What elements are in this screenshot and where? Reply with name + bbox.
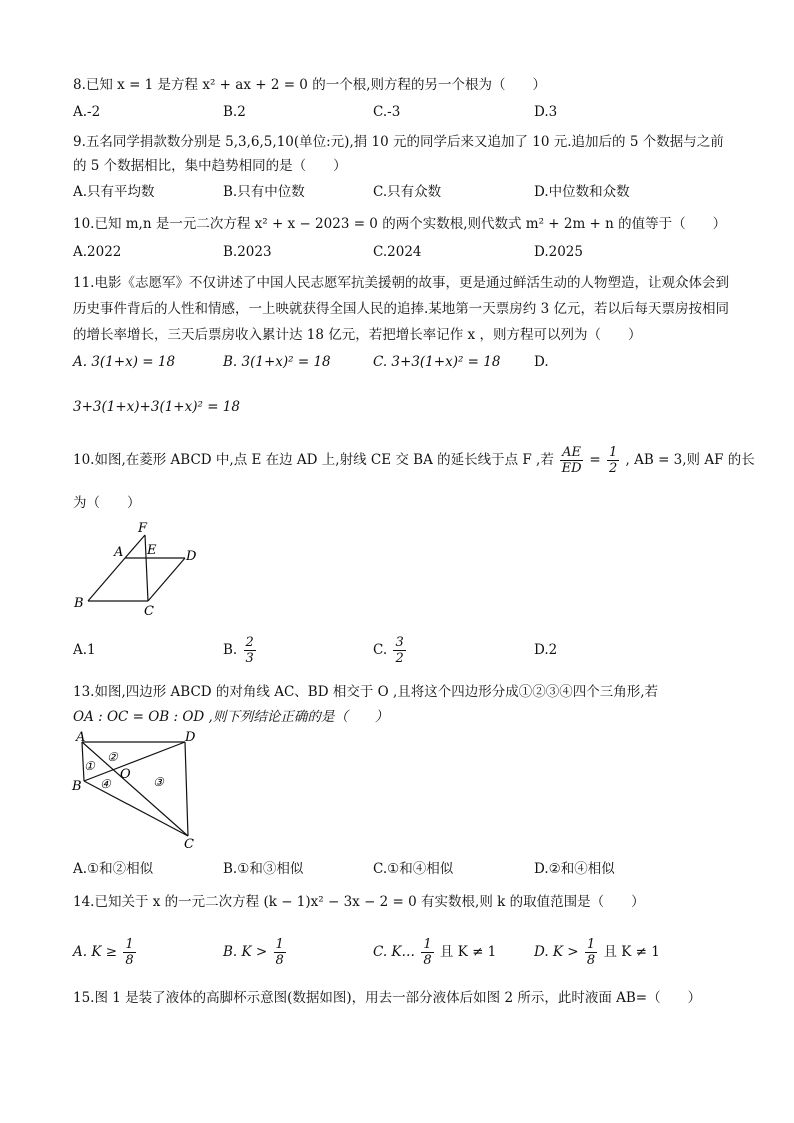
equals: =: [589, 452, 601, 468]
question-9-stem-line1: 9.五名同学捐款数分别是 5,3,6,5,10(单位:元),捐 10 元的同学后来又追加了 10 元.追加后的 5 个数据与之前: [73, 134, 724, 150]
option-c[interactable]: [373, 632, 408, 668]
frac-den: 8: [275, 953, 284, 968]
frac-den: 8: [125, 953, 134, 968]
question-11-option-d-text: 3+3(1+x)+3(1+x)² = 18: [73, 399, 240, 415]
option-b[interactable]: B.2: [223, 104, 246, 120]
question-9-stem-line2: 的 5 个数据相比，集中趋势相同的是（ ）: [73, 158, 347, 174]
label-o: O: [120, 767, 131, 782]
label-b: B: [74, 596, 84, 611]
diagonal-bd: [84, 742, 185, 781]
frac-num: 2: [245, 635, 254, 650]
frac-den: 8: [423, 953, 432, 968]
option-b-fraction: [274, 937, 286, 968]
option-d-suffix: 且 K ≠ 1: [603, 944, 660, 960]
ratio-ae-ed: [560, 445, 583, 476]
question-10-stem: 10.已知 m,n 是一元二次方程 x² + x − 2023 = 0 的两个实数根,则代数式 m² + 2m + n 的值等于（ ）: [73, 216, 727, 232]
option-c-fraction: [421, 937, 433, 968]
frac-den: 8: [586, 953, 596, 968]
label-a: A: [114, 545, 124, 560]
frac-num: 1: [586, 937, 596, 952]
option-c[interactable]: C.只有众数: [373, 184, 442, 200]
option-b[interactable]: [223, 934, 288, 970]
option-b[interactable]: B.①和③相似: [223, 861, 304, 877]
stem-part1: 10.如图,在菱形 ABCD 中,点 E 在边 AD 上,射线 CE 交 BA 的延长线于点 F ,若: [73, 452, 554, 468]
label-a: A: [76, 730, 86, 745]
question-13-options: [73, 857, 733, 879]
option-a[interactable]: [73, 934, 138, 970]
edge-ba: [88, 558, 125, 601]
extension-af: [125, 535, 145, 558]
question-10-options: [73, 244, 733, 266]
region-3-label: ③: [153, 775, 164, 789]
option-a-fraction: [123, 937, 135, 968]
region-1-label: ①: [84, 759, 95, 773]
option-c-fraction: [393, 635, 405, 666]
quadrilateral-figure: [70, 730, 210, 850]
question-13-stem-line2: OA : OC = OB : OD ,则下列结论正确的是（ ）: [73, 709, 389, 725]
label-b: B: [72, 779, 82, 794]
frac-den: 2: [608, 461, 618, 476]
option-a-prefix: A. K ≥: [73, 944, 118, 960]
option-d[interactable]: D.中位数和众数: [534, 184, 630, 200]
question-15-stem: 15.图 1 是装了液体的高脚杯示意图(数据如图)，用去一部分液体后如图 2 所示，此时液面 AB=（ ）: [73, 990, 702, 1006]
option-c[interactable]: [373, 934, 496, 970]
option-b-fraction: [244, 635, 256, 666]
region-4-label: ④: [100, 777, 111, 791]
label-c: C: [144, 604, 154, 618]
option-a[interactable]: A.1: [73, 642, 96, 658]
option-d[interactable]: D.2025: [534, 244, 583, 260]
frac-num: 1: [423, 937, 432, 952]
option-b[interactable]: B.2023: [223, 244, 272, 260]
frac-num: 3: [395, 635, 404, 650]
option-a[interactable]: A.①和②相似: [73, 861, 154, 877]
frac-num: 1: [608, 445, 618, 460]
question-12-stem-line2: 为（ ）: [73, 495, 141, 511]
option-c-prefix: C.: [373, 642, 388, 658]
question-13-stem-line1: 13.如图,四边形 ABCD 的对角线 AC、BD 相交于 O ,且将这个四边形分成①②③④四个三角形,若: [73, 684, 659, 700]
option-a[interactable]: A.2022: [73, 244, 122, 260]
option-c-suffix: 且 K ≠ 1: [439, 944, 497, 960]
option-b[interactable]: B. 3(1+x)² = 18: [223, 354, 331, 370]
frac-num: 1: [125, 937, 134, 952]
frac-den: 3: [245, 651, 254, 666]
option-c-prefix: C. K…: [373, 944, 416, 960]
question-8-stem: 8.已知 x = 1 是方程 x² + ax + 2 = 0 的一个根,则方程的另一个根为（ ）: [73, 77, 546, 93]
stem-part3: , AB = 3,则 AF 的长: [625, 452, 755, 468]
rhombus-figure: [70, 518, 200, 618]
option-d[interactable]: D.: [534, 354, 549, 370]
option-b-prefix: B. K >: [223, 944, 268, 960]
option-d[interactable]: D.2: [534, 642, 558, 658]
question-14-options: [73, 934, 733, 970]
label-d: D: [185, 730, 196, 745]
question-11-options: [73, 354, 733, 376]
edge-dc: [185, 742, 188, 836]
region-2-label: ②: [107, 750, 118, 764]
frac-den: 2: [395, 651, 404, 666]
option-c[interactable]: C.-3: [373, 104, 401, 120]
question-9-options: [73, 180, 733, 202]
frac-den: ED: [561, 461, 582, 476]
edge-dc: [148, 558, 185, 601]
option-d[interactable]: D.3: [534, 104, 558, 120]
option-a[interactable]: A.只有平均数: [73, 184, 155, 200]
option-d-fraction: [585, 937, 597, 968]
option-d[interactable]: [534, 934, 660, 970]
option-b[interactable]: B.只有中位数: [223, 184, 305, 200]
option-a[interactable]: A. 3(1+x) = 18: [73, 354, 176, 370]
label-c: C: [184, 837, 194, 850]
label-d: D: [186, 549, 197, 564]
label-e: E: [147, 543, 157, 558]
frac-num: AE: [562, 445, 582, 460]
option-d-prefix: D. K >: [534, 944, 579, 960]
question-12-stem-line1: [73, 444, 755, 476]
option-c[interactable]: C.①和④相似: [373, 861, 454, 877]
option-b-prefix: B.: [223, 642, 238, 658]
question-11-stem: 11.电影《志愿军》不仅讲述了中国人民志愿军抗美援朝的故事，更是通过鲜活生动的人物塑造，让观众体会到历史事件背后的人性和情感，一上映就获得全国人民的追捧.某地第一天票房约 3 亿元，若以后每天票房按相同的增长率增长，三天后票房收入累计达 18 亿元，若把增长率记作 x ，则方程可以列为（ ）: [73, 275, 729, 343]
frac-num: 1: [275, 937, 284, 952]
label-f: F: [138, 521, 148, 536]
option-c[interactable]: C.2024: [373, 244, 422, 260]
one-half: [607, 445, 619, 476]
question-8-options: [73, 104, 733, 126]
question-14-stem: 14.已知关于 x 的一元二次方程 (k − 1)x² − 3x − 2 = 0 有实数根,则 k 的取值范围是（ ）: [73, 894, 645, 910]
option-d[interactable]: D.②和④相似: [534, 861, 615, 877]
option-c[interactable]: C. 3+3(1+x)² = 18: [373, 354, 501, 370]
option-b[interactable]: [223, 632, 258, 668]
option-a[interactable]: A.-2: [73, 104, 101, 120]
question-12-options: [73, 632, 733, 668]
